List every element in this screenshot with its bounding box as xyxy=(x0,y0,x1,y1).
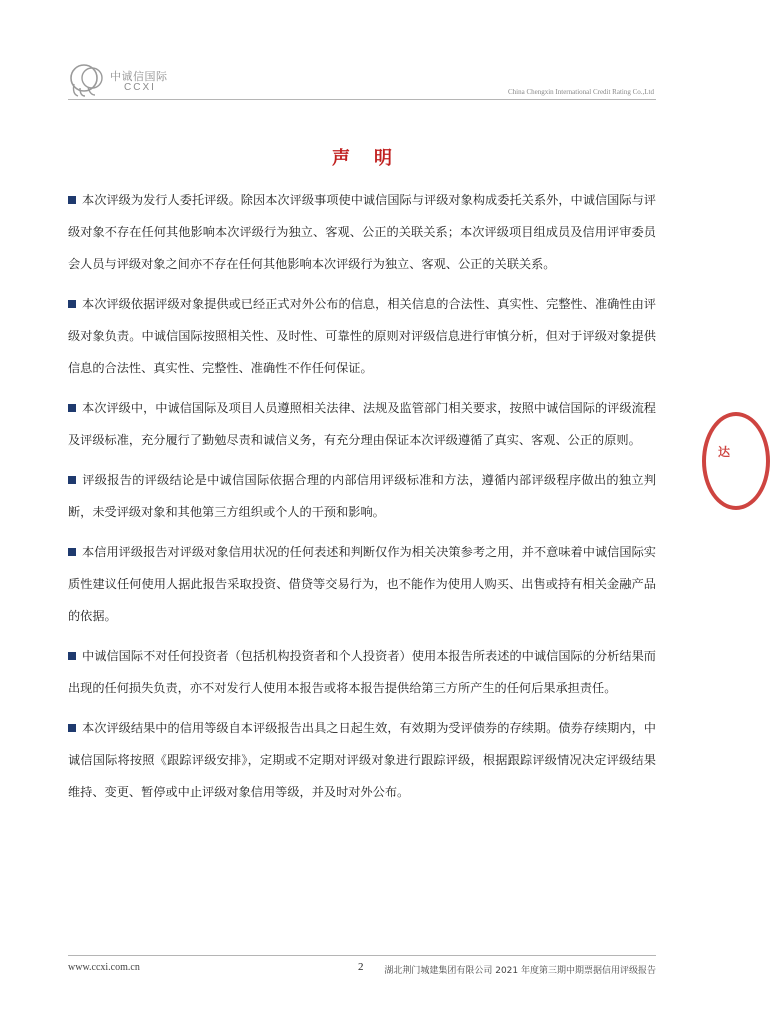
statement-paragraph xyxy=(68,640,656,704)
page-number: 2 xyxy=(358,961,364,973)
square-bullet-icon xyxy=(68,404,76,412)
footer-website: www.ccxi.com.cn xyxy=(68,962,140,973)
statement-paragraph xyxy=(68,464,656,528)
square-bullet-icon xyxy=(68,652,76,660)
seal-text: 达 xyxy=(718,445,731,459)
statement-paragraph xyxy=(68,712,656,808)
statement-body xyxy=(68,184,656,816)
paragraph-text: 本次评级为发行人委托评级。除因本次评级事项使中诚信国际与评级对象构成委托关系外，中诚信国际与评级对象不存在任何其他影响本次评级行为独立、客观、公正的关联关系；本次评级项目组成员及信用评审委员会人员与评级对象之间亦不存在任何其他影响本次评级行为独立、客观、公正的关联关系。 xyxy=(68,193,656,271)
ccxi-logo xyxy=(68,62,178,102)
statement-paragraph xyxy=(68,288,656,384)
square-bullet-icon xyxy=(68,476,76,484)
square-bullet-icon xyxy=(68,196,76,204)
paragraph-text: 评级报告的评级结论是中诚信国际依据合理的内部信用评级标准和方法，遵循内部评级程序做出的独立判断，未受评级对象和其他第三方组织或个人的干预和影响。 xyxy=(68,473,656,519)
page-title: 声明 xyxy=(332,148,416,169)
elephant-logo-icon xyxy=(68,62,108,100)
company-seal-stamp xyxy=(702,412,770,510)
header-divider xyxy=(68,99,656,100)
footer-divider xyxy=(68,955,656,956)
logo-english-name: CCXI xyxy=(124,82,156,93)
paragraph-text: 本次评级结果中的信用等级自本评级报告出具之日起生效，有效期为受评债券的存续期。债券存续期内，中诚信国际将按照《跟踪评级安排》，定期或不定期对评级对象进行跟踪评级，根据跟踪评级情况决定评级结果维持、变更、暂停或中止评级对象信用等级，并及时对外公布。 xyxy=(68,721,656,799)
statement-paragraph xyxy=(68,184,656,280)
statement-paragraph xyxy=(68,392,656,456)
square-bullet-icon xyxy=(68,724,76,732)
paragraph-text: 中诚信国际不对任何投资者（包括机构投资者和个人投资者）使用本报告所表述的中诚信国际的分析结果而出现的任何损失负责，亦不对发行人使用本报告或将本报告提供给第三方所产生的任何后果承担责任。 xyxy=(68,649,656,695)
square-bullet-icon xyxy=(68,548,76,556)
paragraph-text: 本次评级中，中诚信国际及项目人员遵照相关法律、法规及监管部门相关要求，按照中诚信国际的评级流程及评级标准，充分履行了勤勉尽责和诚信义务，有充分理由保证本次评级遵循了真实、客观、公正的原则。 xyxy=(68,401,656,447)
footer-report-title: 湖北荆门城建集团有限公司 2021 年度第三期中期票据信用评级报告 xyxy=(384,966,656,976)
paragraph-text: 本信用评级报告对评级对象信用状况的任何表述和判断仅作为相关决策参考之用，并不意味着中诚信国际实质性建议任何使用人据此报告采取投资、借贷等交易行为，也不能作为使用人购买、出售或持有相关金融产品的依据。 xyxy=(68,545,656,623)
logo-chinese-name: 中诚信国际 xyxy=(110,70,168,83)
square-bullet-icon xyxy=(68,300,76,308)
paragraph-text: 本次评级依据评级对象提供或已经正式对外公布的信息，相关信息的合法性、真实性、完整性、准确性由评级对象负责。中诚信国际按照相关性、及时性、可靠性的原则对评级信息进行审慎分析，但对于评级对象提供信息的合法性、真实性、完整性、准确性不作任何保证。 xyxy=(68,297,656,375)
statement-paragraph xyxy=(68,536,656,632)
company-english-name: China Chengxin International Credit Rating Co.,Ltd xyxy=(507,88,654,96)
